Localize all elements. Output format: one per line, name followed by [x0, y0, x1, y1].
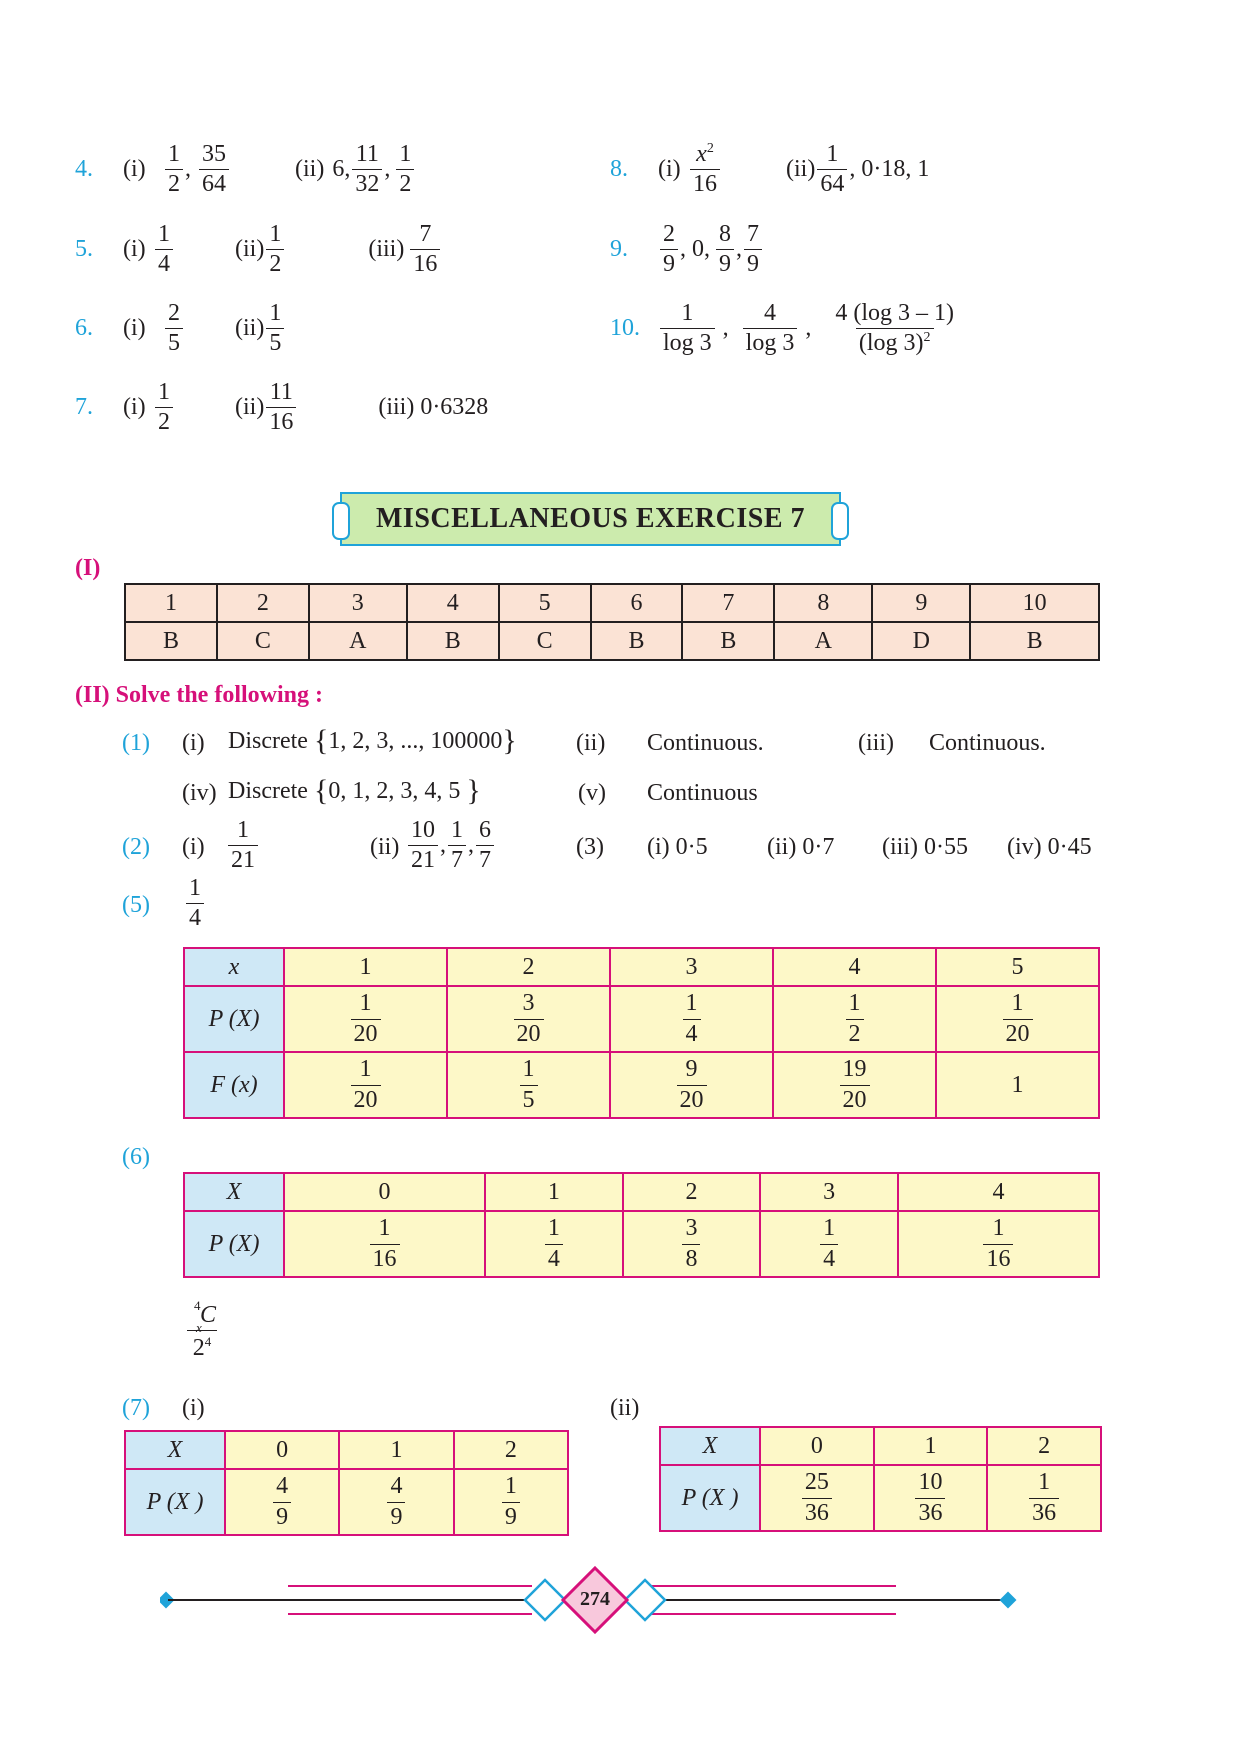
table-cell: 2 [454, 1431, 568, 1469]
table-cell [339, 1469, 453, 1535]
row-header: P (X) [184, 1211, 284, 1277]
fraction: $\frac{3}{8}$ [682, 1216, 700, 1271]
fraction: 2 9 [660, 222, 678, 277]
answer-number: 4. [75, 156, 93, 183]
table-cell: 1 [485, 1173, 623, 1211]
fraction: 10 21 [408, 818, 438, 873]
fraction: $\frac{1}{16}$ [983, 1216, 1013, 1271]
fraction: 4 log 3 [743, 301, 798, 356]
answer-10: 10. 1 log 3 , 4 log 3 , 4 (log 3 – 1) (log 3)$^2$ [610, 301, 964, 356]
table-cell [284, 1052, 447, 1118]
row-header: P (X) [184, 986, 284, 1052]
fraction: $\frac{1}{2}$ [846, 991, 864, 1046]
table-cell [284, 1211, 485, 1277]
fraction: 7 9 [744, 222, 762, 277]
answer-8: 8. (i) $x^2$ 16 (ii) 1 64 , 0·18, 1 [610, 141, 930, 198]
fraction: 11 16 [266, 380, 296, 435]
row-header: P (X ) [660, 1465, 760, 1531]
binomial-formula: 4 x C $2^4$ [180, 1303, 224, 1361]
fraction: $\frac{4}{9}$ [273, 1474, 291, 1529]
table-cell: 2 [447, 948, 610, 986]
mcq-answer-cell: B [970, 622, 1099, 660]
table-cell [454, 1469, 568, 1535]
answer-6: 6. (i) 2 5 (ii) 1 5 [75, 301, 286, 356]
fraction: 1 2 [396, 142, 414, 197]
answer-5: 5. (i) 1 4 (ii) 1 2 (iii) 7 16 [75, 222, 442, 277]
fraction: $\frac{10}{36}$ [915, 1470, 945, 1525]
mcq-number-cell: 1 [125, 584, 217, 622]
table-cell: 1 [874, 1427, 988, 1465]
table-cell [447, 986, 610, 1052]
row-header: F (x) [184, 1052, 284, 1118]
mcq-answer-cell: A [309, 622, 407, 660]
table-row [660, 1427, 1101, 1465]
table-cell: 1 [284, 948, 447, 986]
fraction: $\frac{1}{4}$ [683, 991, 701, 1046]
mcq-answer-cell: C [217, 622, 309, 660]
solution-7-part-i: (i) [182, 1395, 205, 1421]
table-cell [936, 1052, 1099, 1118]
table-row [184, 948, 1099, 986]
table-row [184, 986, 1099, 1052]
table-cell: 0 [225, 1431, 339, 1469]
mcq-number-cell: 9 [872, 584, 970, 622]
right-diamond-icon [1000, 1592, 1017, 1609]
table-cell [987, 1465, 1101, 1531]
part-label: (ii) [295, 156, 325, 183]
part-label: (i) [123, 156, 146, 183]
table-row [184, 1173, 1099, 1211]
mcq-answer-cell: C [499, 622, 591, 660]
table-cell: 2 [987, 1427, 1101, 1465]
mcq-number-cell: 10 [970, 584, 1099, 622]
fraction: $\frac{1}{20}$ [1003, 991, 1033, 1046]
distribution-table-5 [183, 947, 1100, 1119]
table-cell: 2 [623, 1173, 761, 1211]
row-header: X [660, 1427, 760, 1465]
fraction: $\frac{4}{9}$ [387, 1474, 405, 1529]
table-cell [623, 1211, 761, 1277]
fraction: 1 64 [817, 142, 847, 197]
mcq-number-cell: 3 [309, 584, 407, 622]
table-cell [225, 1469, 339, 1535]
fraction: $\frac{1}{4}$ [820, 1216, 838, 1271]
solution-1-line-1: (1) (i) Discrete {1, 2, 3, ..., 100000} (ii) Continuous. (iii) Continuous. [122, 724, 1046, 757]
table-cell: 1 [339, 1431, 453, 1469]
row-header: P (X ) [125, 1469, 225, 1535]
row-header: X [125, 1431, 225, 1469]
mcq-number-cell: 4 [407, 584, 499, 622]
mcq-answer-table [124, 583, 1100, 661]
mcq-answer-cell: A [774, 622, 872, 660]
table-cell: 0 [284, 1173, 485, 1211]
mcq-answer-cell: B [682, 622, 774, 660]
table-cell [936, 986, 1099, 1052]
mcq-answer-cell: B [407, 622, 499, 660]
fraction: $\frac{1}{20}$ [351, 1057, 381, 1112]
table-cell [874, 1465, 988, 1531]
fraction: 1 4 [186, 876, 204, 931]
table-row [125, 1431, 568, 1469]
fraction: 7 16 [410, 222, 440, 277]
mcq-number-cell: 8 [774, 584, 872, 622]
solution-2-3: (2) (i) 1 21 (ii) 10 21 , 1 7 , 6 7 (3) (i) 0·5 (ii) 0·7 (iii) 0·55 (iv) 0·45 [122, 817, 1092, 874]
mcq-number-cell: 2 [217, 584, 309, 622]
fraction: $\frac{9}{20}$ [677, 1057, 707, 1112]
mcq-number-cell: 5 [499, 584, 591, 622]
fraction: 1 21 [228, 818, 258, 873]
table-cell: 4 [898, 1173, 1099, 1211]
distribution-table-7ii [659, 1426, 1102, 1532]
table-cell [760, 1465, 874, 1531]
mcq-number-cell: 6 [591, 584, 683, 622]
mcq-number-row [125, 584, 1099, 622]
table-cell: 3 [610, 948, 773, 986]
fraction: $\frac{1}{16}$ [370, 1216, 400, 1271]
mcq-answer-cell: B [125, 622, 217, 660]
table-cell [773, 986, 936, 1052]
distribution-table-6 [183, 1172, 1100, 1278]
fraction: 4 (log 3 – 1) (log 3)$^2$ [835, 300, 954, 357]
value: 1 [1011, 1071, 1024, 1098]
answer-7: 7. (i) 1 2 (ii) 11 16 (iii) 0·6328 [75, 379, 489, 436]
fraction: $\frac{25}{36}$ [802, 1470, 832, 1525]
part-one-label: (I) [75, 555, 101, 581]
answer-4: 4. (i) 1 2 , 35 64 (ii) 6, 11 32 , 1 2 [75, 142, 416, 197]
table-row [184, 1052, 1099, 1118]
table-cell [284, 986, 447, 1052]
table-cell [760, 1211, 898, 1277]
mcq-answer-row [125, 622, 1099, 660]
fraction: $\frac{1}{36}$ [1029, 1470, 1059, 1525]
fraction: 1 2 [155, 380, 173, 435]
section-title: MISCELLANEOUS EXERCISE 7 [340, 492, 841, 546]
fraction: 11 32 [352, 142, 382, 197]
fraction: 1 4 [155, 222, 173, 277]
table-row [125, 1469, 568, 1535]
page-number: 274 [580, 1588, 610, 1610]
table-cell [485, 1211, 623, 1277]
fraction: 2 5 [165, 301, 183, 356]
table-row [660, 1465, 1101, 1531]
table-cell: 3 [760, 1173, 898, 1211]
solution-7-label: (7) [122, 1395, 150, 1421]
table-cell: 0 [760, 1427, 874, 1465]
fraction: $x^2$ 16 [690, 142, 720, 197]
table-cell [610, 986, 773, 1052]
fraction: $\frac{19}{20}$ [840, 1057, 870, 1112]
fraction: 1 2 [165, 142, 183, 197]
solution-7-part-ii: (ii) [610, 1395, 640, 1421]
fraction: 1 log 3 [660, 301, 715, 356]
fraction: $\frac{1}{9}$ [502, 1474, 520, 1529]
answer-9: 9. 2 9 , 0, 8 9 , 7 9 [610, 222, 764, 277]
solution-6-label: (6) [122, 1144, 150, 1170]
solution-1-line-2: (iv) Discrete {0, 1, 2, 3, 4, 5 } (v) Continuous [182, 774, 758, 807]
distribution-table-7i [124, 1430, 569, 1536]
table-cell [447, 1052, 610, 1118]
row-header: X [184, 1173, 284, 1211]
table-cell [610, 1052, 773, 1118]
fraction: $\frac{3}{20}$ [514, 991, 544, 1046]
fraction: 1 7 [448, 818, 466, 873]
mcq-answer-cell: B [591, 622, 683, 660]
table-cell: 5 [936, 948, 1099, 986]
fraction: 8 9 [716, 222, 734, 277]
mcq-number-cell: 7 [682, 584, 774, 622]
fraction: $\frac{1}{4}$ [545, 1216, 563, 1271]
fraction: 35 64 [199, 142, 229, 197]
fraction: $\frac{1}{20}$ [351, 991, 381, 1046]
row-header: x [184, 948, 284, 986]
fraction: 6 7 [476, 818, 494, 873]
mcq-answer-cell: D [872, 622, 970, 660]
table-cell [898, 1211, 1099, 1277]
table-cell [773, 1052, 936, 1118]
fraction: $\frac{1}{5}$ [520, 1057, 538, 1112]
table-cell: 4 [773, 948, 936, 986]
part-two-label: (II) Solve the following : [75, 682, 323, 708]
table-row [184, 1211, 1099, 1277]
fraction: 1 2 [266, 222, 284, 277]
fraction: 1 5 [266, 301, 284, 356]
